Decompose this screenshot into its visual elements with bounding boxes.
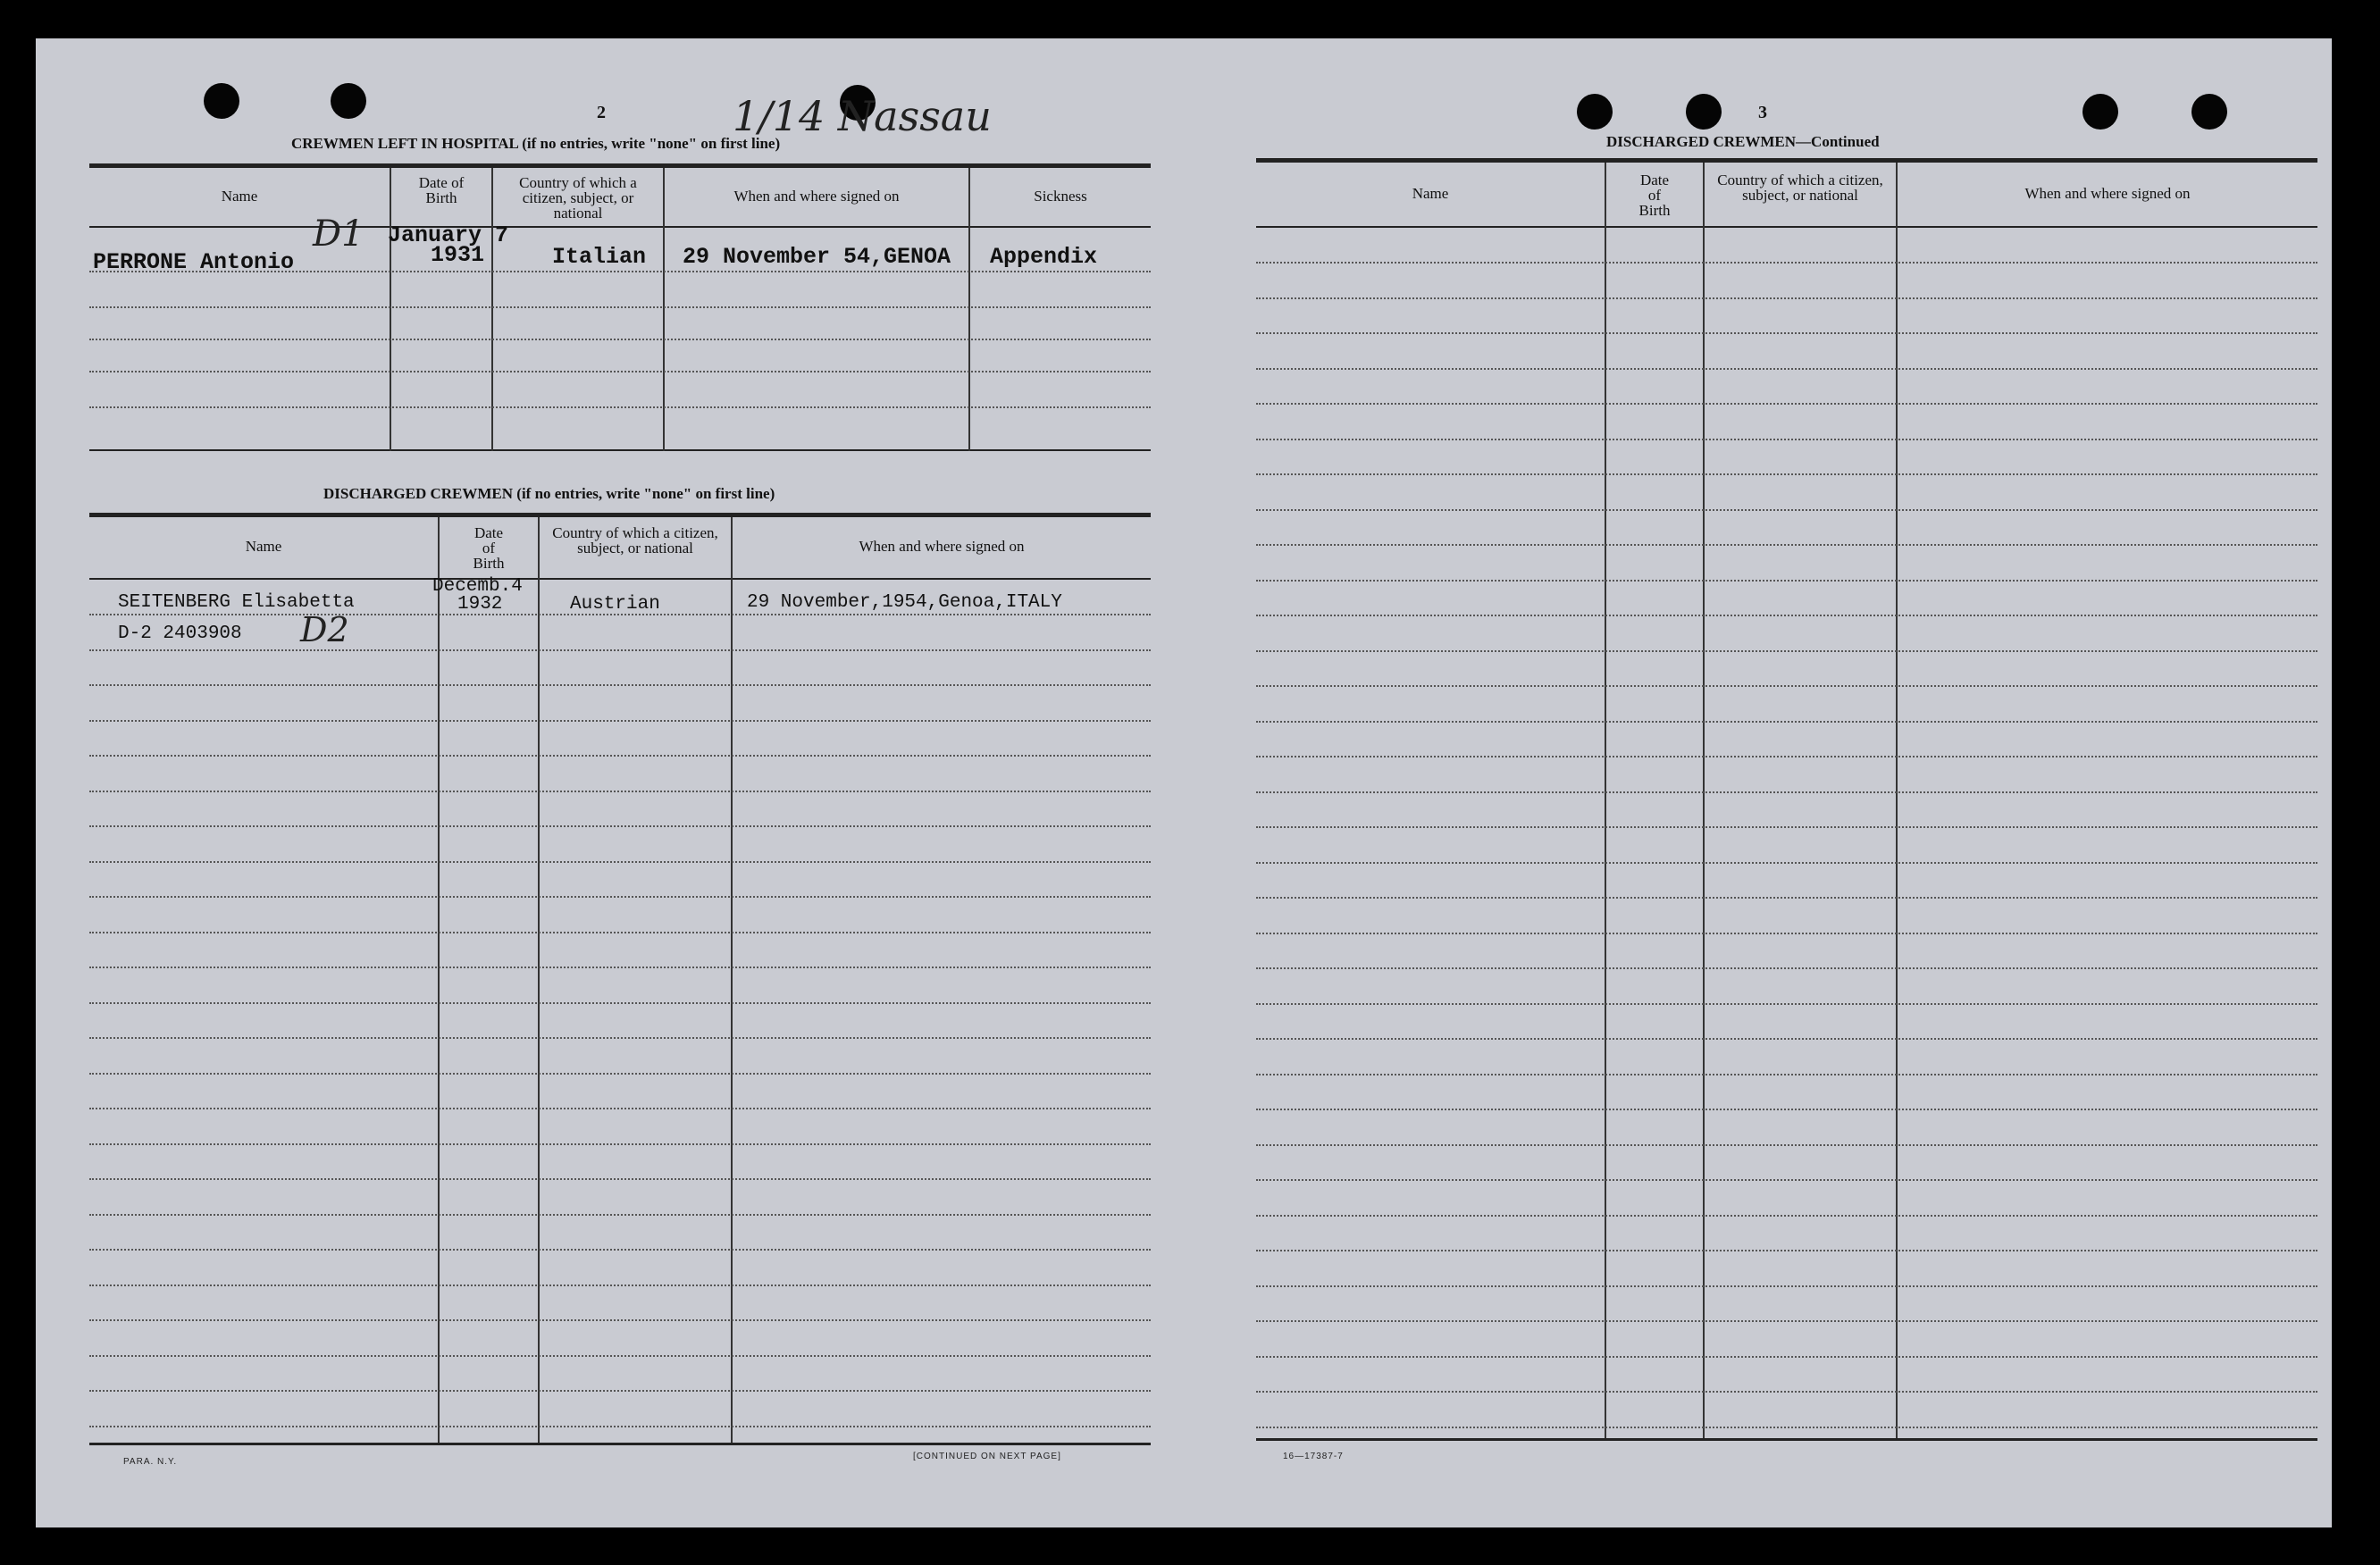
discharged-row-mark: D2 (300, 610, 349, 649)
ruled-line (89, 1285, 1151, 1286)
hospital-row-mark: D1 (313, 213, 365, 255)
page-number-left: 2 (597, 103, 606, 122)
ruled-line (1256, 1285, 2317, 1287)
ruled-line (1256, 826, 2317, 828)
column-divider (438, 517, 440, 1443)
punch-hole (204, 83, 239, 119)
column-header: Country of which a citizen, subject, or national (552, 524, 718, 557)
column-header: When and where signed on (2024, 185, 2191, 202)
ruled-line (1256, 1109, 2317, 1110)
table-rule (89, 449, 1151, 451)
discharged-row-name: SEITENBERG Elisabetta (118, 592, 355, 613)
column-header: Date of Birth (473, 524, 505, 572)
column-divider (390, 168, 391, 451)
ruled-line (1256, 1215, 2317, 1217)
ruled-line (89, 684, 1151, 686)
column-divider (1605, 163, 1606, 1438)
punch-hole (331, 83, 366, 119)
ruled-line (89, 1143, 1151, 1145)
table-rule (89, 163, 1151, 168)
ruled-line (89, 896, 1151, 898)
table-rule (1256, 1438, 2317, 1441)
column-divider (968, 168, 970, 451)
ruled-line (1256, 650, 2317, 652)
hospital-row-signed-on: 29 November 54,GENOA (683, 244, 951, 270)
table-rule (89, 1443, 1151, 1445)
ruled-line (1256, 897, 2317, 899)
ruled-line (89, 967, 1151, 968)
column-header: Sickness (1034, 188, 1087, 205)
ruled-line (1256, 473, 2317, 475)
column-header: When and where signed on (859, 538, 1025, 555)
right-section-title: DISCHARGED CREWMEN—Continued (1606, 133, 1880, 150)
ruled-line (1256, 509, 2317, 511)
ruled-line (1256, 1003, 2317, 1005)
discharged-row-dob-line2: 1932 (457, 594, 503, 615)
ruled-line (89, 1037, 1151, 1039)
manifest-sheet (36, 38, 2332, 1527)
ruled-line (89, 1319, 1151, 1321)
ruled-line (1256, 721, 2317, 723)
column-header: Name (221, 188, 258, 205)
discharged-row-id: D-2 2403908 (118, 623, 242, 644)
handwritten-note: 1/14 Nassau (733, 92, 992, 140)
ruled-line (1256, 439, 2317, 440)
ruled-line (1256, 756, 2317, 757)
ruled-line (89, 1249, 1151, 1251)
ruled-line (89, 1355, 1151, 1357)
footer-printer-mark: PARA. N.Y. (123, 1457, 178, 1467)
punch-hole (1577, 94, 1613, 130)
ruled-line (1256, 1144, 2317, 1146)
ruled-line (1256, 1427, 2317, 1428)
column-header: Name (1412, 185, 1449, 202)
ruled-line (1256, 967, 2317, 969)
ruled-line (89, 861, 1151, 863)
ruled-line (1256, 1391, 2317, 1393)
hospital-section-title: CREWMEN LEFT IN HOSPITAL (if no entries, write "none" on first line) (291, 135, 781, 152)
ruled-line (89, 1002, 1151, 1004)
hospital-row-country: Italian (552, 244, 647, 270)
ruled-line (89, 649, 1151, 651)
column-divider (731, 517, 733, 1443)
column-header: Name (245, 538, 282, 555)
ruled-line (89, 1214, 1151, 1216)
discharged-row-dob-line1: Decemb.4 (432, 576, 523, 597)
punch-hole (2191, 94, 2227, 130)
column-header: Country of which a citizen, subject, or national (1717, 172, 1883, 204)
ruled-line (1256, 1320, 2317, 1322)
column-divider (663, 168, 665, 451)
ruled-line (1256, 403, 2317, 405)
ruled-line (1256, 615, 2317, 616)
ruled-line (1256, 1356, 2317, 1358)
discharged-section-title: DISCHARGED CREWMEN (if no entries, write "none" on first line) (323, 485, 775, 502)
ruled-line (1256, 262, 2317, 264)
ruled-line (89, 932, 1151, 933)
ruled-line (1256, 368, 2317, 370)
ruled-line (89, 755, 1151, 757)
punch-hole (1686, 94, 1722, 130)
ruled-line (1256, 1179, 2317, 1181)
ruled-line (1256, 685, 2317, 687)
hospital-row-dob-line2: 1931 (431, 242, 485, 268)
ruled-line (1256, 332, 2317, 334)
discharged-row-country: Austrian (570, 594, 660, 615)
discharged-row-signed-on: 29 November,1954,Genoa,ITALY (747, 592, 1062, 613)
ruled-line (89, 1426, 1151, 1427)
ruled-line (89, 1108, 1151, 1109)
column-divider (538, 517, 540, 1443)
column-header: When and where signed on (733, 188, 900, 205)
ruled-line (1256, 1250, 2317, 1251)
table-rule (89, 578, 1151, 580)
ruled-line (1256, 1074, 2317, 1075)
column-divider (1896, 163, 1898, 1438)
ruled-line (1256, 862, 2317, 864)
table-rule (1256, 226, 2317, 228)
table-rule (1256, 158, 2317, 163)
ruled-line (1256, 544, 2317, 546)
table-rule (89, 226, 1151, 228)
ruled-line (89, 825, 1151, 827)
ruled-line (1256, 933, 2317, 934)
hospital-row-sickness: Appendix (990, 244, 1098, 270)
hospital-row-name: PERRONE Antonio (93, 249, 295, 275)
page-number-right: 3 (1758, 103, 1767, 122)
column-header: Date of Birth (1638, 172, 1671, 219)
footer-form-number: 16—17387-7 (1283, 1452, 1344, 1461)
ruled-line (89, 1390, 1151, 1392)
ruled-line (89, 1178, 1151, 1180)
column-header: Date of Birth (418, 174, 465, 206)
punch-hole (2082, 94, 2118, 130)
column-header: Country of which a citizen, subject, or national (519, 174, 637, 222)
footer-continued-note: [CONTINUED ON NEXT PAGE] (913, 1452, 1061, 1461)
hospital-row-dob-line1: January 7 (388, 222, 509, 248)
ruled-line (89, 720, 1151, 722)
ruled-line (1256, 791, 2317, 793)
ruled-line (1256, 580, 2317, 582)
ruled-line (89, 791, 1151, 792)
ruled-line (1256, 297, 2317, 299)
ruled-line (89, 1073, 1151, 1075)
table-rule (89, 513, 1151, 517)
ruled-line (1256, 1038, 2317, 1040)
column-divider (1703, 163, 1705, 1438)
